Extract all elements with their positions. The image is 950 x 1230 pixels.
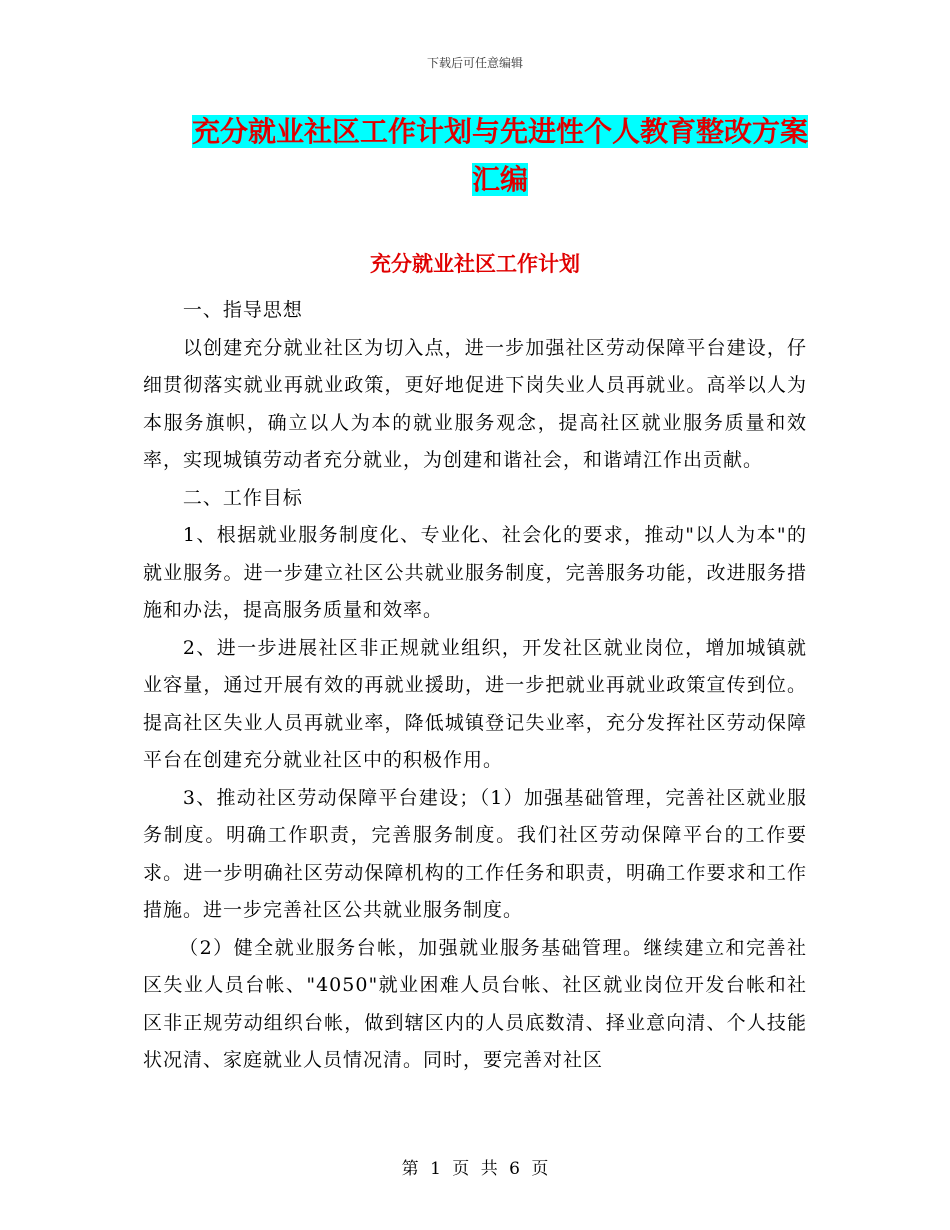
paragraph: 以创建充分就业社区为切入点，进一步加强社区劳动保障平台建设，仔细贯彻落实就业再就业政策，更好地促进下岗失业人员再就业。高举以人为本服务旗帜，确立以人为本的就业服务观念，提高社区就业服务质量和效率，实现城镇劳动者充分就业，为创建和谐社会，和谐靖江作出贡献。	[143, 336, 807, 471]
document-title	[190, 108, 810, 204]
paragraph: 2、进一步进展社区非正规就业组织，开发社区就业岗位，增加城镇就业容量，通过开展有效的再就业援助，进一步把就业再就业政策宣传到位。提高社区失业人员再就业率，降低城镇登记失业率，充分发挥社区劳动保障平台在创建充分就业社区中的积极作用。	[143, 636, 807, 771]
paragraph-heading-guiding-ideology: 一、指导思想	[182, 299, 303, 321]
document-body	[143, 292, 807, 1080]
paragraph: 1、根据就业服务制度化、专业化、社会化的要求，推动"以人为本"的就业服务。进一步建立社区公共就业服务制度，完善服务功能，改进服务措施和办法，提高服务质量和效率。	[143, 524, 807, 621]
page-number-footer: 第 1 页 共 6 页	[401, 1159, 549, 1179]
paragraph-heading-work-goals: 二、工作目标	[182, 486, 303, 509]
paragraph: 3、推动社区劳动保障平台建设；（1）加强基础管理，完善社区就业服务制度。明确工作职责，完善服务制度。我们社区劳动保障平台的工作要求。进一步明确社区劳动保障机构的工作任务和职责，明确工作要求和工作措施。进一步完善社区公共就业服务制度。	[143, 786, 807, 921]
section-title: 充分就业社区工作计划	[370, 251, 580, 276]
paragraph: （2）健全就业服务台帐，加强就业服务基础管理。继续建立和完善社区失业人员台帐、"4050"就业困难人员台帐、社区就业岗位开发台帐和社区非正规劳动组织台帐，做到辖区内的人员底数清、择业意向清、个人技能状况清、家庭就业人员情况清。同时，要完善对社区	[143, 936, 807, 1071]
page-header-note: 下载后可任意编辑	[426, 56, 523, 70]
document-title-text: 充分就业社区工作计划与先进性个人教育整改方案汇编	[191, 115, 808, 196]
